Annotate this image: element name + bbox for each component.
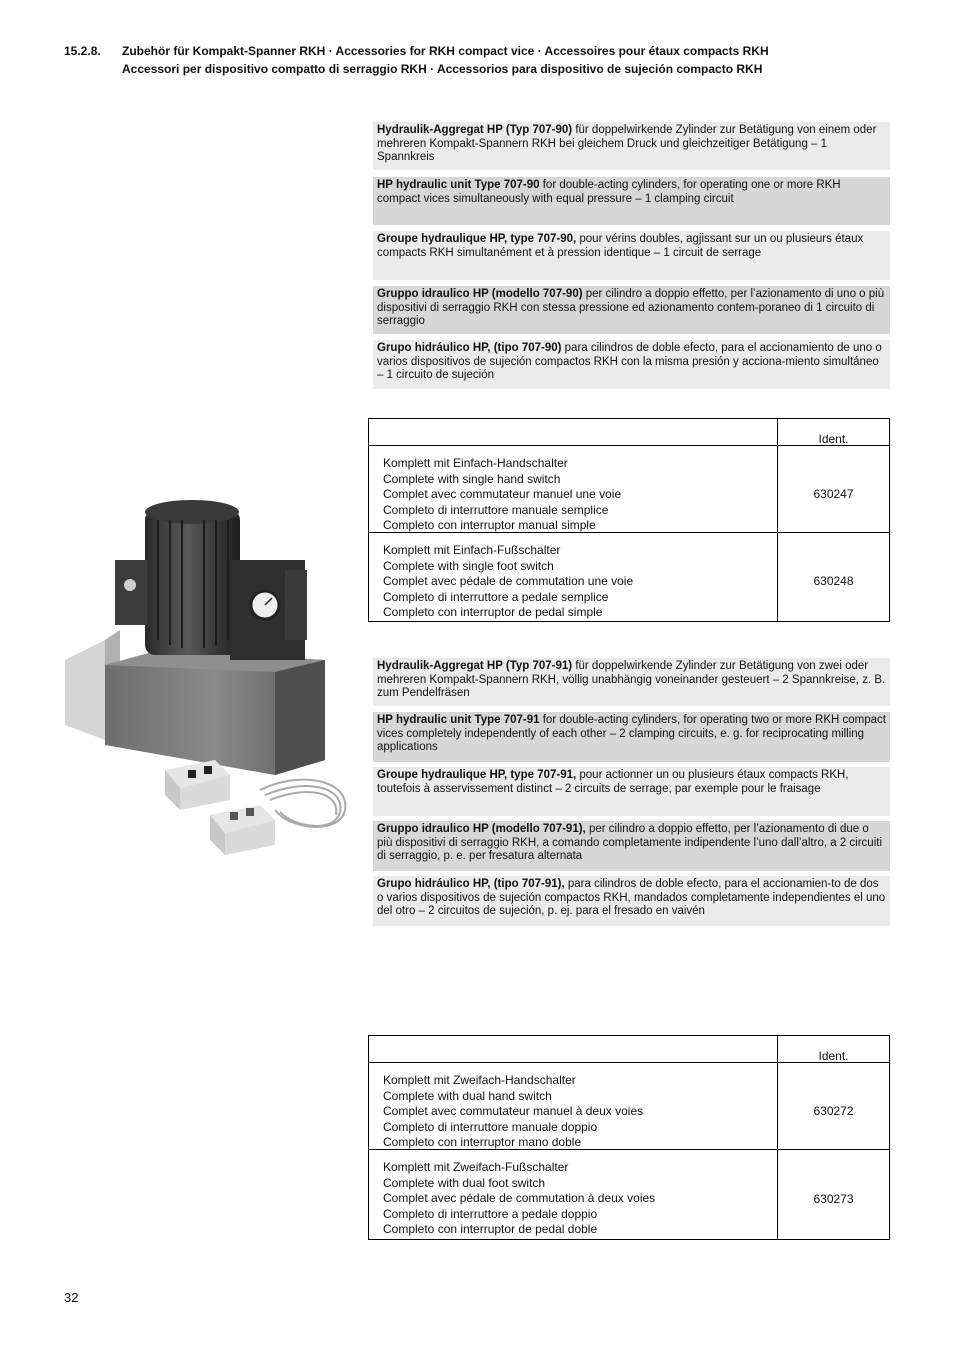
description-line: Completo con interruptor de pedal simple (383, 605, 603, 619)
description-text: für doppelwirkende Zylinder zur Betätigung von zwei oder mehreren Kompakt-Spannern RKH, völlig unabhängig voneinander gesteuert – 2 Spannkreise, z. B. zum Pendelfräsen (377, 660, 886, 700)
table-row (369, 1150, 889, 1239)
description-it-707-90 (373, 286, 890, 334)
ident-number: 630272 (813, 1104, 854, 1118)
description-line: Complet avec pédale de commutation à deux voies (383, 1191, 656, 1205)
section-title-line-1: Zubehör für Kompakt-Spanner RKH · Accessories for RKH compact vice · Accessoires pour étaux compacts RKH (122, 44, 769, 58)
description-title: Hydraulik-Aggregat HP (Typ 707-90) (377, 124, 573, 136)
ident-column-header: Ident. (818, 1050, 849, 1062)
order-table-707-91 (368, 1035, 890, 1240)
description-line: Komplett mit Zweifach-Fußschalter (383, 1160, 569, 1174)
section-title-line-2: Accessori per dispositivo compatto di serraggio RKH · Accessorios para dispositivo de sujeción compacto RKH (122, 62, 763, 76)
description-text: pour vérins doubles, agjissant sur un ou plusieurs étaux compacts RKH simultanément et à pression identique – 1 circuit de serrage (377, 233, 864, 259)
description-title: Gruppo idraulico HP (modello 707-90) (377, 288, 583, 300)
description-it-707-91 (373, 821, 890, 871)
description-text: para cilindros de doble efecto, para el accionamien-to de dos o varios dispositivos de sujeción compactos RKH, mandados completamente independientes el uno del otro – 2 circuitos de sujeción, p. ej. para el fresado en vaivén (377, 878, 886, 918)
hydraulic-unit-photo (60, 490, 350, 860)
description-line: Complete with dual hand switch (383, 1088, 552, 1103)
description-line: Completo con interruptor mano doble (383, 1135, 582, 1149)
description-line: Completo di interruttore manuale doppio (383, 1119, 598, 1134)
description-text: per cilindro a doppio effetto, per l’azionamento di due o più dispositivi di serraggio RKH, a comando completamente indipendente l’uno dall’altro, a 2 circuiti di serraggio, p. e. per fresatura alternata (377, 823, 882, 863)
product-description (383, 543, 633, 621)
description-title: Groupe hydraulique HP, type 707-91, (377, 769, 577, 781)
description-line: Complet avec commutateur manuel une voie (383, 487, 622, 501)
description-line: Komplett mit Einfach-Handschalter (383, 456, 568, 470)
product-description (383, 1160, 655, 1238)
description-line: Komplett mit Zweifach-Handschalter (383, 1073, 576, 1087)
ident-number: 630248 (813, 574, 854, 588)
description-line: Complet avec commutateur manuel à deux voies (383, 1104, 644, 1118)
description-line: Complete with single hand switch (383, 471, 561, 486)
description-title: HP hydraulic unit Type 707-90 (377, 179, 540, 191)
ident-column-header: Ident. (818, 433, 849, 445)
description-title: Hydraulik-Aggregat HP (Typ 707-91) (377, 660, 573, 672)
description-line: Complete with dual foot switch (383, 1175, 546, 1190)
page-number: 32 (64, 1290, 79, 1305)
description-line: Completo con interruptor de pedal doble (383, 1222, 598, 1236)
description-fr-707-90 (373, 231, 890, 280)
description-title: Groupe hydraulique HP, type 707-90, (377, 233, 577, 245)
description-de-707-90 (373, 122, 890, 170)
description-en-707-91 (373, 712, 890, 762)
description-de-707-91 (373, 658, 890, 706)
description-line: Completo con interruptor manual simple (383, 518, 596, 532)
description-title: Gruppo idraulico HP (modello 707-91), (377, 823, 586, 835)
description-text: for double-acting cylinders, for operating two or more RKH compact vices completely independently of each other – 2 clamping circuits, e. g. for reciprocating milling applications (377, 714, 886, 754)
description-es-707-91 (373, 876, 890, 926)
description-line: Completo di interruttore a pedale doppio (383, 1206, 598, 1221)
description-text: for double-acting cylinders, for operating one or more RKH compact vices simultaneously with equal pressure – 1 clamping circuit (377, 179, 841, 205)
description-en-707-90 (373, 177, 890, 225)
description-line: Complet avec pédale de commutation une voie (383, 574, 634, 588)
description-title: Grupo hidráulico HP, (tipo 707-91), (377, 878, 565, 890)
description-text: für doppelwirkende Zylinder zur Betätigung von einem oder mehreren Kompakt-Spannern RKH bei gleichem Druck und gleichzeitiger Betätigung – 1 Spannkreis (377, 124, 877, 164)
ident-number: 630247 (813, 487, 854, 501)
description-line: Completo di interruttore a pedale semplice (383, 589, 609, 604)
description-text: pour actionner un ou plusieurs étaux compacts RKH, toutefois à asservissement distinct – 2 circuits de serrage, par exemple pour le fraisage (377, 769, 849, 795)
description-title: Grupo hidráulico HP, (tipo 707-90) (377, 342, 562, 354)
description-es-707-90 (373, 340, 890, 389)
table-row (369, 533, 889, 621)
product-description (383, 456, 621, 534)
product-description (383, 1073, 643, 1151)
table-row (369, 446, 889, 533)
description-text: para cilindros de doble efecto, para el accionamiento de uno o varios dispositivos de sujeción compactos RKH con la misma presión y acciona-miento simultáneo – 1 circuito de sujeción (377, 342, 882, 382)
description-text: per cilindro a doppio effetto, per l’azionamento di uno o più dispositivi di serraggio RKH con stessa pressione ed azionamento contem-poraneo di 1 circuito di serraggio (377, 288, 885, 328)
description-line: Komplett mit Einfach-Fußschalter (383, 543, 561, 557)
description-line: Complete with single foot switch (383, 558, 554, 573)
ident-number: 630273 (813, 1192, 854, 1206)
section-number: 15.2.8. (64, 44, 101, 58)
table-row (369, 1063, 889, 1150)
description-line: Completo di interruttore manuale semplice (383, 502, 609, 517)
description-title: HP hydraulic unit Type 707-91 (377, 714, 540, 726)
description-fr-707-91 (373, 767, 890, 816)
order-table-707-90 (368, 418, 890, 622)
